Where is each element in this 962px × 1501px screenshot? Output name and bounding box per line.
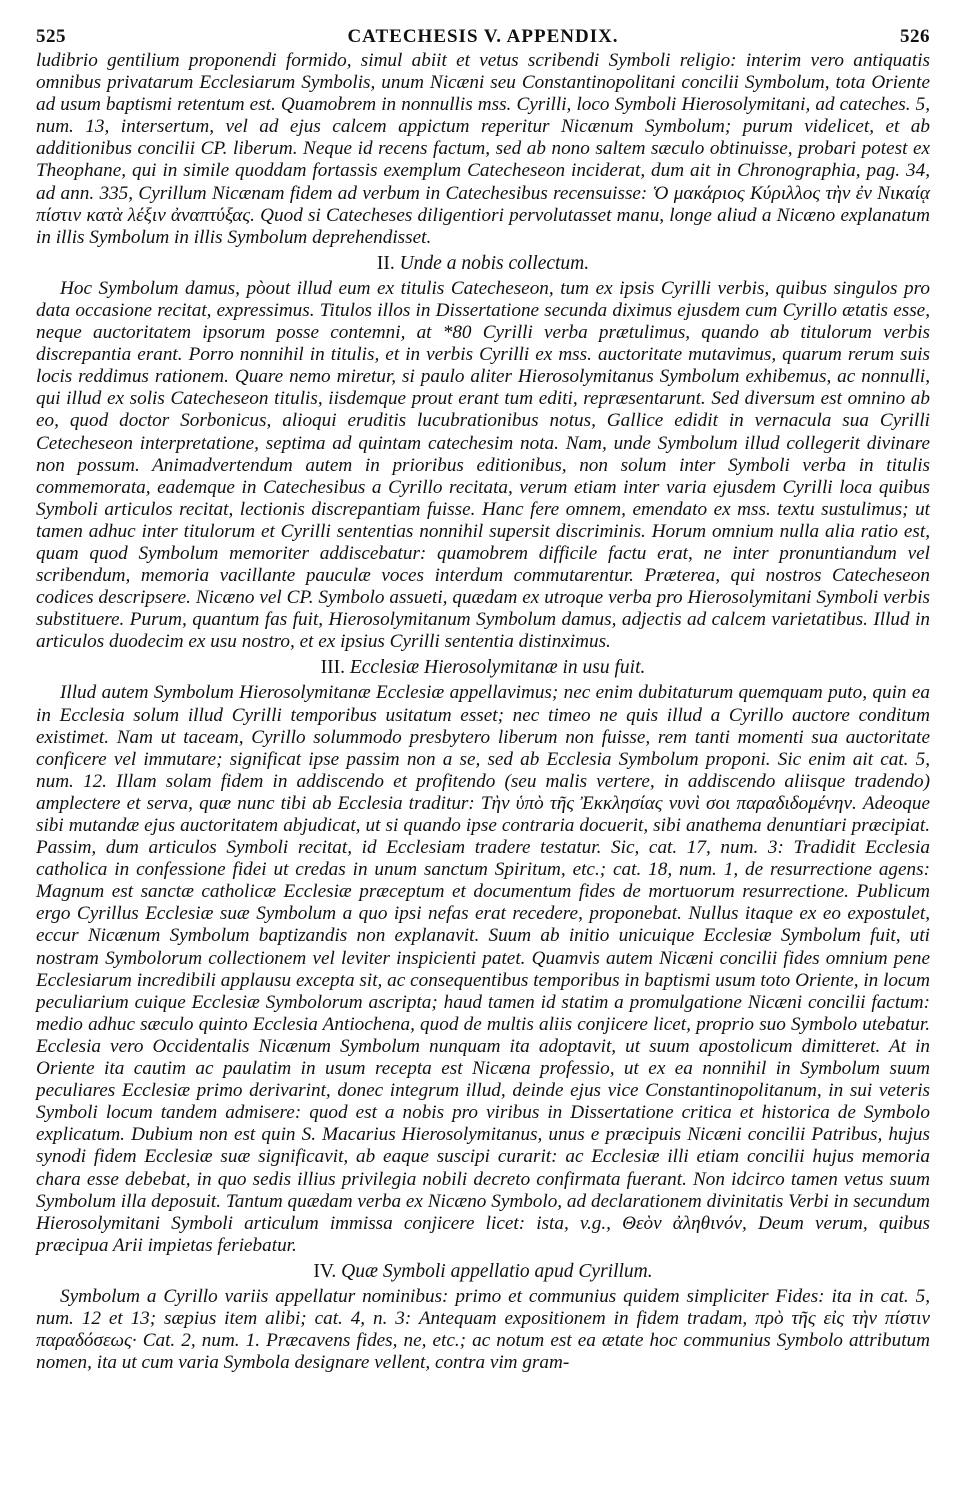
paragraph-section-iii: Illud autem Symbolum Hierosolymitanæ Ecclesiæ appellavimus; nec enim dubitaturum quemquam puto, quin ea in Ecclesia solum illud Cyrilli temporibus usitatum esset; nec timeo ne quis illud a Cyrillo auctore conditum existimet. Nam ut taceam, Cyrillo solummodo presbytero liberum non fuisse, rem tanti momenti sua auctoritate conficere vel immutare; significat ipse passim non a se, sed ab Ecclesia Symbolum proponi. Sic enim ait cat. 5, num. 12. Illam solam fidem in addiscendo et profitendo (seu malis vertere, in addiscendo aliisque tradendo) amplectere et serva, quæ nunc tibi ab Ecclesia traditur: Τὴν ὑπὸ τῆς Ἐκκλησίας νυνὶ σοι παραδιδομένην. Adeoque sibi mutandæ ejus auctoritatem abjudicat, ut si quando ipse contraria docuerit, sibi anathema denuntiari præcipiat. Passim, dum articulos Symboli recitat, id Ecclesiam tradere testatur. Sic, cat. 17, num. 3: Tradidit Ecclesia catholica in confessione fidei ut credas in unum sanctum Spiritum, etc.; cat. 18, num. 1, de resurrectione agens: Magnum est sanctæ catholicæ Ecclesiæ præceptum et documentum fides de mortuorum resurrectione. Publicum ergo Cyrillus Ecclesiæ suæ Symbolum a quo ipsi nefas erat recedere, proponebat. Nullus itaque ex eo expostulet, eccur Nicænum Symbolum baptizandis non explanavit. Suum ab initio unicuique Ecclesiæ Symbolum fuit, uti nostram Symbolorum collectionem vel leviter inspicienti patet. Quamvis autem Nicæni concilii fides omnium pene Ecclesiarum incredibili applausu excepta sit, ac consequentibus temporibus in baptismi usum toto Oriente, in locum peculiarium cuique Ecclesiæ Symbolorum ascripta; haud tamen id statim a promulgatione Nicæni concilii factum: medio adhuc sæculo quinto Ecclesia Antiochena, quod de multis aliis conjicere licet, proprio suo Symbolo utebatur. Ecclesia vero Occidentalis Nicænum Symbolum nunquam ita adoptavit, ut suum apostolicum dimitteret. At in Oriente ita cautim ac paulatim in usum recepta est Nicæna professio, ut ex ea nonnihil in Symbolum suum peculiares Ecclesiæ primo derivarint, donec integrum illud, deinde ejus vice Constantinopolitanum, in sui veteris Symboli locum tandem admisere: quod est a nobis pro viribus in Dissertatione critica et historica de Symbolo explicatum. Dubium non est quin S. Macarius Hierosolymitanus, unus e præcipuis Nicæni concilii Patribus, hujus synodi fidem Ecclesiæ suæ significavit, ab eaque suscipi curarit: ac Ecclesiæ illi etiam concilii hujus memoria chara esse debebat, in quo sedis illius privilegia nobili decreto confirmata fuerant. Non idcirco tamen vetus suum Symbolum illa deposuit. Tantum quædam verba ex Nicæno Symbolo, ad declarationem divinitatis Verbi in secundum Hierosolymitani Symboli articulum immissa conjicere licet: ista, v.g., Θεὸν ἀληθινόν, Deum verum, quibus præcipua Arii impietas feriebatur.	[36, 682, 930, 1256]
running-title: CATECHESIS V. APPENDIX.	[347, 26, 619, 47]
section-number: III.	[320, 657, 345, 679]
section-title: Ecclesiæ Hierosolymitanæ in usu fuit.	[349, 657, 646, 679]
right-page-number: 526	[900, 26, 930, 47]
running-header	[36, 26, 930, 50]
paragraph-section-ii: Hoc Symbolum damus, pòout illud eum ex titulis Catecheseon, tum ex ipsis Cyrilli verbis, quibus singulos pro data occasione recitat, expressimus. Titulos illos in Dissertatione secunda diximus ejusdem cum Cyrillo ætatis esse, neque auctoritatem ipsorum posse contemni, at *80 Cyrilli verba prætulimus, quando ab titulorum verbis discrepantia erant. Porro nonnihil in titulis, et in verbis Cyrilli ex mss. auctoritate mutavimus, quarum rerum suis locis reddimus rationem. Quare nemo miretur, si paulo aliter Hierosolymitanus Symbolum exhibemus, ac nonnulli, qui illud ex solis Catecheseon titulis, iisdemque prout erant tum editi, repræsentarunt. Sed diversum est omnino ab eo, quod doctor Sorbonicus, alioqui eruditis lucubrationibus notus, Gallice edidit in vernacula sua Cyrilli Cetecheseon interpretatione, septima ad quintam catechesim nota. Nam, unde Symbolum illud collegerit divinare non possum. Animadvertendum autem in prioribus editionibus, non solum inter Symboli verba in titulis commemorata, eademque in Catechesibus a Cyrillo recitata, verum etiam inter varia ejusdem Cyrilli loca quibus Symboli articulos recitat, lectionis discrepantiam fuisse. Hanc fere omnem, emendato ex mss. textu sustulimus; ut tamen adhuc inter titulorum et Cyrilli sententias nonnihil supersit discriminis. Horum omnium nulla alia ratio est, quam quod Symbolum memoriter addiscebatur: quamobrem difficile factu erat, ne inter pronuntiandum vel scribendum, memoria vacillante pauculæ voces interdum commutarentur. Præterea, qui nostros Catecheseon codices descripsere. Nicæno vel CP. Symbolo assueti, quædam ex utroque verba pro Hierosolymitani Symboli verbis substituere. Purum, quantum fas fuit, Hierosolymitanum Symbolum damus, adjectis ad calcem varietatibus. Illud in articulos duodecim ex usu nostro, et ex ipsius Cyrilli sententia distinximus.	[36, 277, 930, 653]
paragraph-section-iv: Symbolum a Cyrillo variis appellatur nominibus: primo et communius quidem simpliciter Fides: ita in cat. 5, num. 12 et 13; sæpius item alibi; cat. 4, n. 3: Antequam expositionem in fidem tradam, πρὸ τῆς εἰς τὴν πίστιν παραδόσεως· Cat. 2, num. 1. Præcavens fides, ne, etc.; ac notum est ea ætate hoc communius Symbolo attributum nomen, ita ut cum varia Symbola designare vellent, contra vim gram-	[36, 1285, 930, 1374]
left-page-number: 525	[36, 26, 66, 47]
section-title: Quæ Symboli appellatio apud Cyrillum.	[341, 1260, 653, 1282]
section-heading-iv	[36, 1260, 930, 1283]
section-heading-iii	[36, 656, 930, 679]
section-title: Unde a nobis collectum.	[399, 252, 590, 274]
section-heading-ii	[36, 252, 930, 275]
paragraph-continuation: ludibrio gentilium proponendi formido, simul abiit et vetus scribendi Symboli religio: interim vero antiquatis omnibus privatarum Ecclesiarum Symbolis, unum Nicæni seu Constantinopolitani concilii Symbolum, tota Oriente ad usum baptismi retentum est. Quamobrem in nonnullis mss. Cyrilli, loco Symboli Hierosolymitani, ad cateches. 5, num. 13, intersertum, vel ad ejus calcem appictum reperitur Nicænum Symbolum; purum videlicet, et ab additionibus concilii CP. liberum. Neque id recens factum, sed ab nono saltem sæculo obtinuisse, probari potest ex Theophane, qui in simile quoddam fortassis exemplum Catecheseon inciderat, dum ait in Chronographia, pag. 34, ad ann. 335, Cyrillum Nicænam fidem ad verbum in Catechesibus recensuisse: Ὁ μακάριος Κύριλλος τὴν ἐν Νικαίᾳ πίστιν κατὰ λέξιν ἀναπτύξας. Quod si Catecheses diligentiori pervolutasset manu, longe aliud a Nicæno explanatum in illis Symbolum in illis Symbolum deprehendisset.	[36, 50, 930, 248]
section-number: IV.	[313, 1260, 337, 1282]
section-number: II.	[376, 252, 395, 274]
